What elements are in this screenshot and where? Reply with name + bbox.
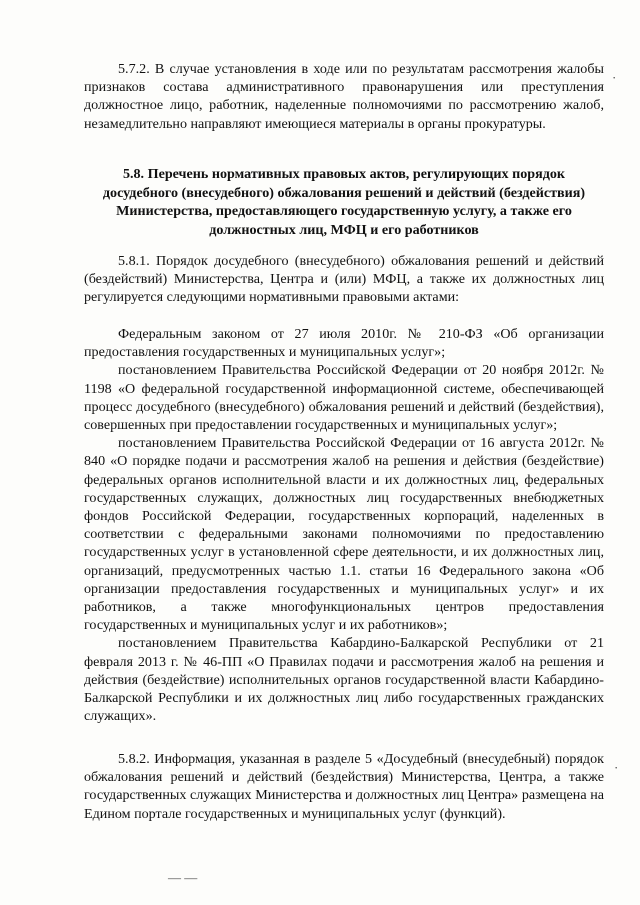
paragraph-5-8-1: 5.8.1. Порядок досудебного (внесудебного) обжалования решений и действий (бездействий) Министерства, Центра и (или) МФЦ, а также их должностных лиц регулируется следующими нормативными правовыми актами:: [84, 253, 604, 306]
scan-speck: ·: [612, 70, 617, 85]
legal-act-item: постановлением Правительства Российской Федерации от 16 августа 2012г. № 840 «О порядке подачи и рассмотрения жалоб на решения и действия (бездействие) федеральных органов исполнительной власти и их должностных лиц, федеральных государственных служащих, должностных лиц государственных внебюджетных фондов Российской Федерации, государственных корпораций, наделенных в соответствии с федеральными законами полномочиями по предоставлению государственных услуг в установленной сфере деятельности, и их должностных лиц, организаций, предусмотренных частью 1.1. статьи 16 Федерального закона «Об организации предоставления государственных и муниципальных услуг» и их работников, а также многофункциональных центров предоставления государственных и муниципальных услуг и их работников»;: [84, 435, 604, 634]
legal-act-item: постановлением Правительства Российской Федерации от 20 ноября 2012г. № 1198 «О федеральной государственной информационной системе, обеспечивающей процесс досудебного (внесудебного) обжалования решений и действий (бездействия), совершенных при предоставлении государственных и муниципальных услуг»;: [84, 362, 604, 434]
section-heading-5-8: 5.8. Перечень нормативных правовых актов, регулирующих порядок досудебного (внесудебного) обжалования решений и действий (бездействия) Министерства, предоставляющего государственную услугу, а также его должностных лиц, МФЦ и его работников: [102, 166, 586, 238]
legal-acts-list: [84, 325, 604, 725]
legal-act-item: постановлением Правительства Кабардино-Балкарской Республики от 21 февраля 2013 г. № 46-ПП «О Правилах подачи и рассмотрения жалоб на решения и действия (бездействие) исполнительных органов государственной власти Кабардино-Балкарской Республики и их должностных лиц либо государственных гражданских служащих».: [84, 635, 604, 725]
scan-speck: ·: [614, 760, 619, 775]
scan-dash-mark: — —: [168, 870, 198, 885]
paragraph-5-8-2: 5.8.2. Информация, указанная в разделе 5 «Досудебный (внесудебный) порядок обжалования решений и действий (бездействия) Министерства, Центра, а также государственных служащих Министерства и должностных лиц Центра» размещена на Едином портале государственных и муниципальных услуг (функций).: [84, 751, 604, 822]
legal-act-item: Федеральным законом от 27 июля 2010г. № 210-ФЗ «Об организации предоставления государственных и муниципальных услуг»;: [84, 326, 604, 361]
paragraph-5-7-2: 5.7.2. В случае установления в ходе или по результатам рассмотрения жалобы признаков состава административного правонарушения или преступления должностное лицо, работник, наделенные полномочиями по рассмотрению жалоб, незамедлительно направляют имеющиеся материалы в органы прокуратуры.: [84, 61, 604, 132]
